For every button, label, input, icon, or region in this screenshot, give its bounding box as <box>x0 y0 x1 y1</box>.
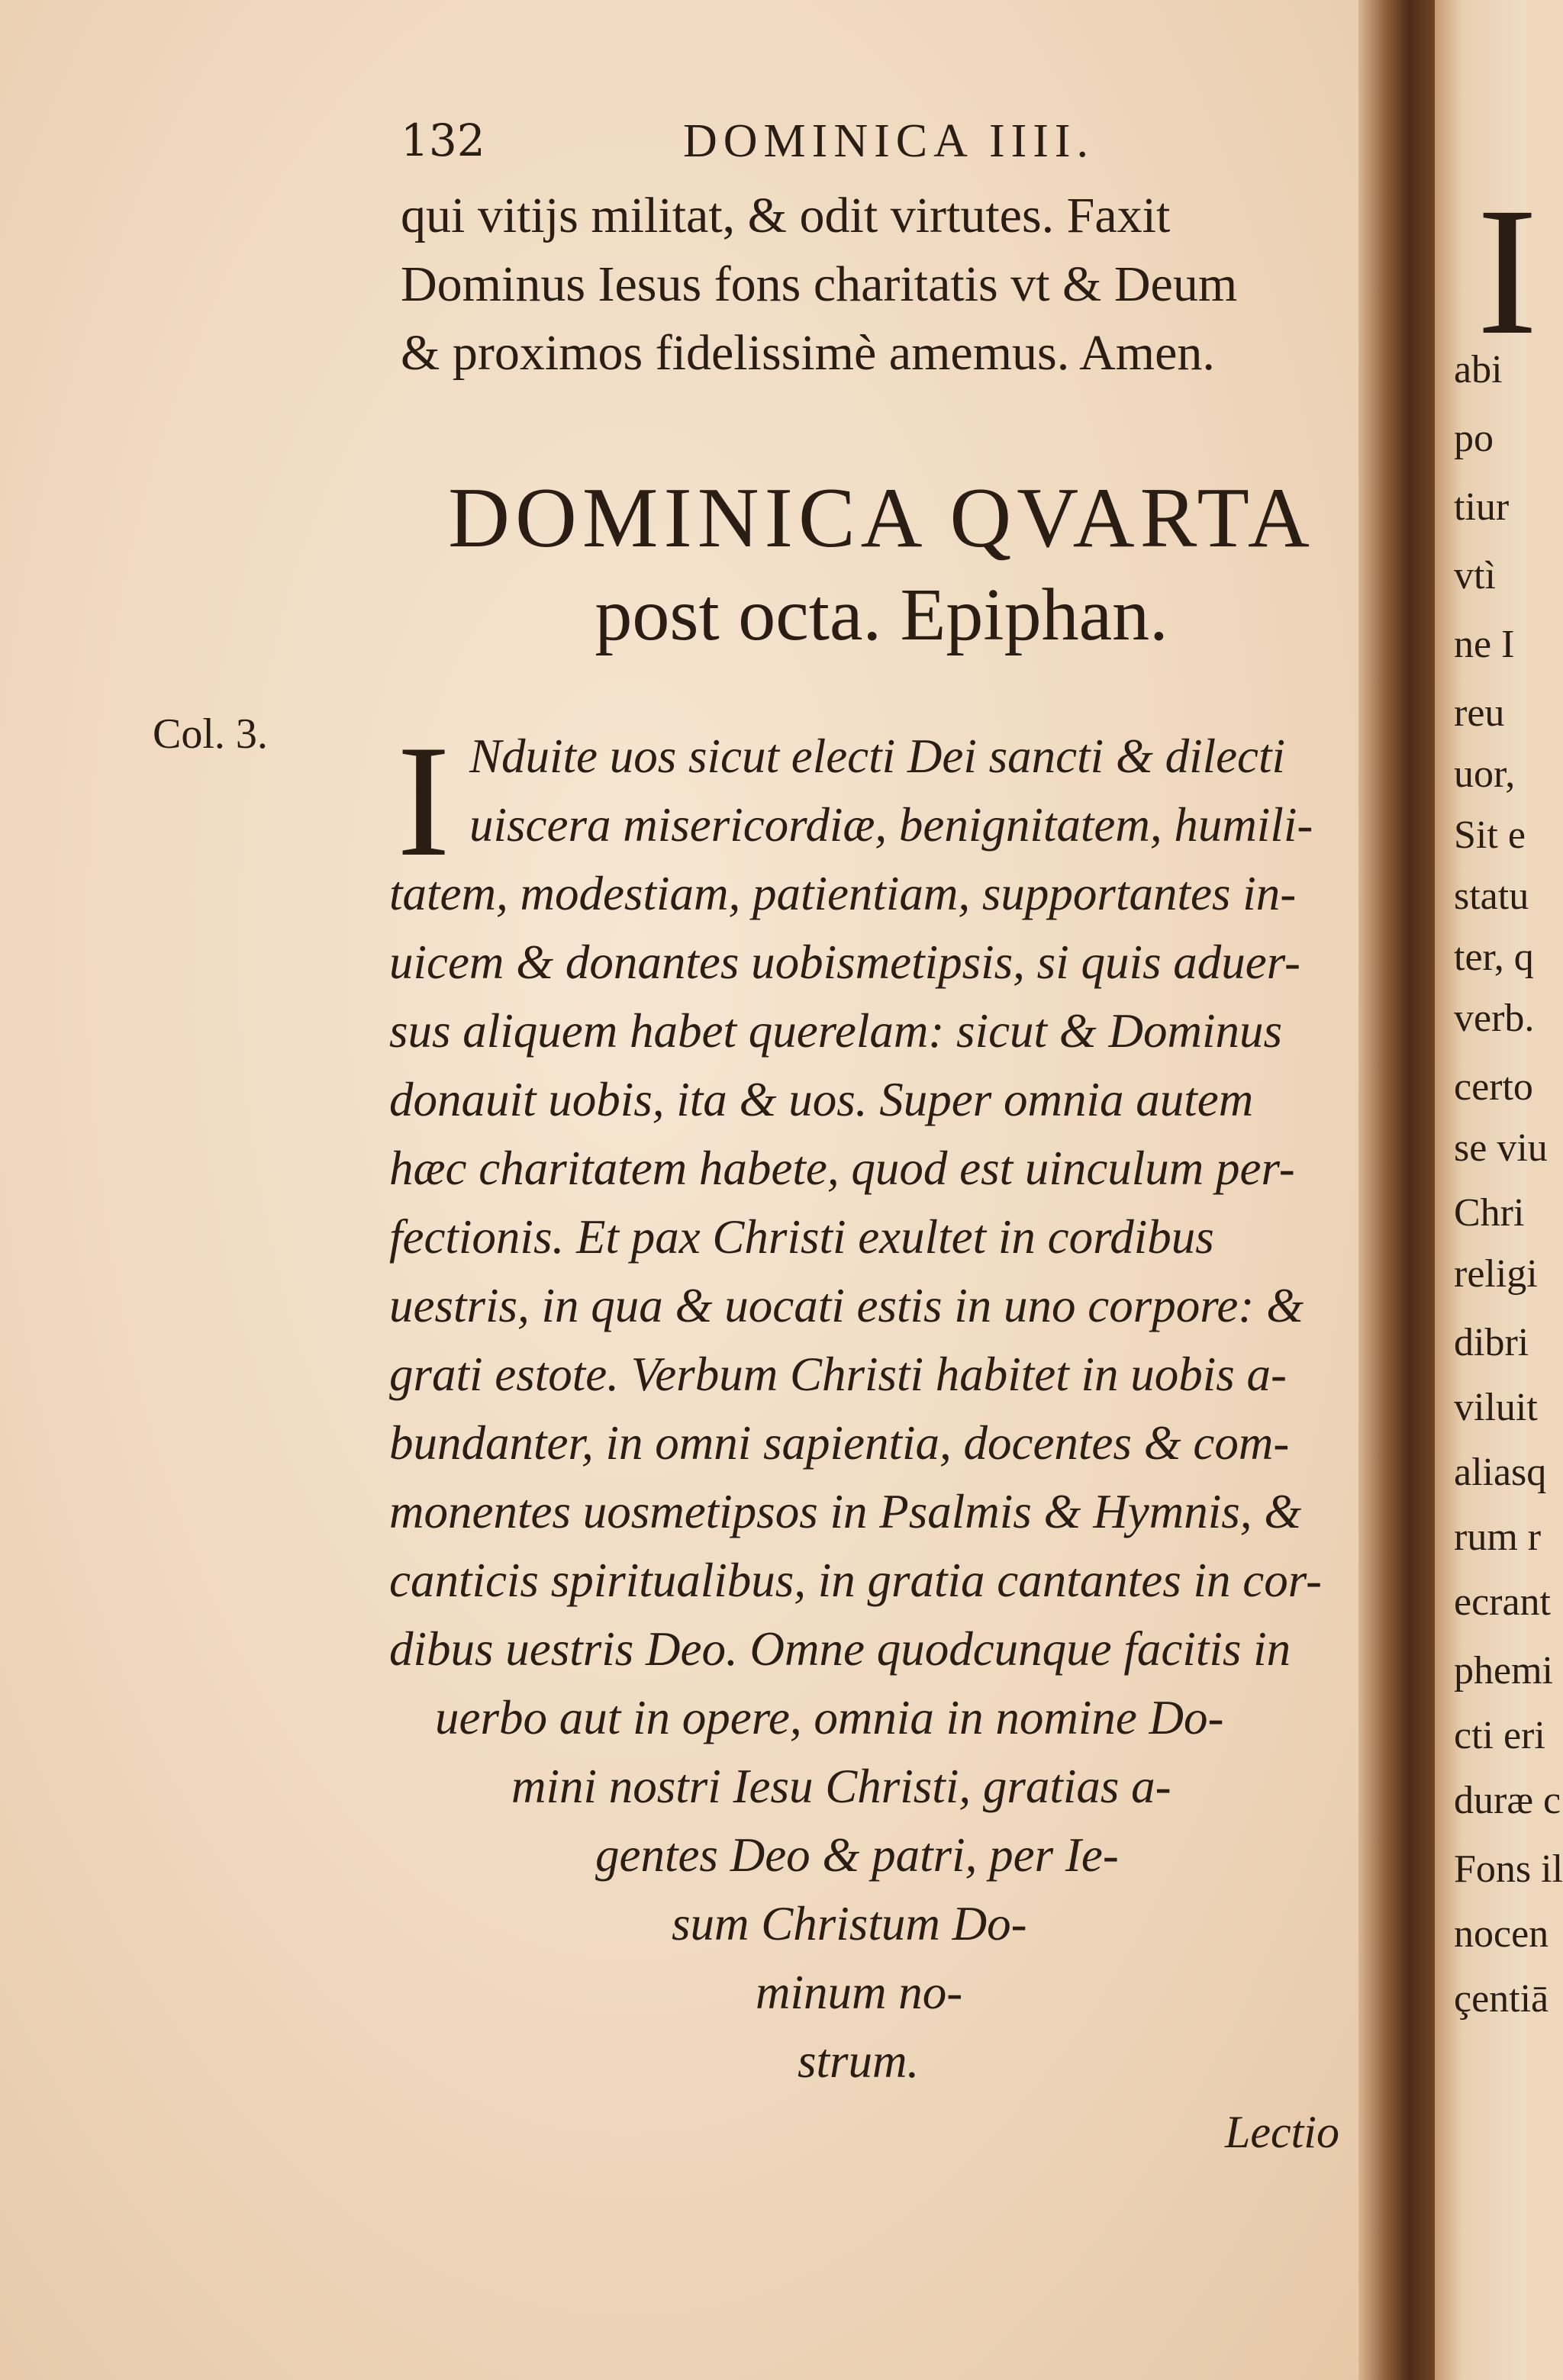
body-line: sus aliquem habet querelam: sicut & Dominus <box>389 1004 1283 1058</box>
body-line: uicem & donantes uobismetipsis, si quis aduer- <box>389 936 1300 989</box>
body-line: bundanter, in omni sapientia, docentes & com- <box>389 1416 1290 1470</box>
intro-line: Dominus Iesus fons charitatis vt & Deum <box>401 256 1238 312</box>
facing-page-fragment: cti eri <box>1454 1714 1545 1757</box>
facing-page-fragment: statu <box>1454 874 1529 918</box>
body-line: fectionis. Et pax Christi exultet in cordibus <box>389 1210 1214 1264</box>
facing-page-fragment: reu <box>1454 691 1505 735</box>
catchword: Lectio <box>1225 2107 1339 2157</box>
facing-page-fragment: çentiā <box>1454 1977 1549 2021</box>
page-header <box>401 114 1255 176</box>
facing-page-fragment: religi <box>1454 1252 1538 1296</box>
facing-page-fragment: nocen <box>1454 1912 1549 1956</box>
body-line: tatem, modestiam, patientiam, supportantes in- <box>389 867 1297 920</box>
body-line: strum. <box>798 2034 920 2088</box>
intro-line: & proximos fidelissimè amemus. Amen. <box>401 325 1215 381</box>
body-line: donauit uobis, ita & uos. Super omnia autem <box>389 1073 1254 1126</box>
facing-page-fragment: duræ c <box>1454 1779 1561 1822</box>
facing-page-fragment: se viu <box>1454 1126 1548 1170</box>
facing-page-fragment: aliasq <box>1454 1451 1547 1494</box>
body-line: minum no- <box>756 1966 963 2019</box>
body-line: canticis spiritualibus, in gratia cantantes in cor- <box>389 1554 1322 1607</box>
facing-page-fragment: verb. <box>1454 997 1535 1040</box>
running-head: DOMINICA IIII. <box>683 115 1095 167</box>
intro-line: qui vitijs militat, & odit virtutes. Faxit <box>401 188 1171 243</box>
facing-page-fragment: Chri <box>1454 1191 1525 1235</box>
facing-page-fragment: vtì <box>1454 554 1496 597</box>
facing-page-fragment: abi <box>1454 348 1503 391</box>
facing-page-fragment: Fons il <box>1454 1847 1563 1891</box>
facing-page-fragment: dibri <box>1454 1321 1529 1364</box>
facing-page-fragment: ter, q <box>1454 936 1534 979</box>
body-line: sum Christum Do- <box>672 1897 1027 1950</box>
body-line: hæc charitatem habete, quod est uinculum per- <box>389 1142 1295 1195</box>
body-line: mini nostri Iesu Christi, gratias a- <box>511 1760 1171 1813</box>
page-number: 132 <box>401 114 485 166</box>
facing-page-fragment: tiur <box>1454 485 1510 529</box>
body-line: gentes Deo & patri, per Ie- <box>595 1828 1119 1882</box>
body-line: grati estote. Verbum Christi habitet in uobis a- <box>389 1348 1287 1401</box>
facing-page-fragment: ecrant <box>1454 1580 1552 1624</box>
book-gutter <box>1358 0 1442 2380</box>
section-title: DOMINICA QVARTA <box>448 471 1315 565</box>
body-line: uerbo aut in opere, omnia in nomine Do- <box>435 1691 1224 1744</box>
facing-page-fragment: rum r <box>1454 1515 1542 1559</box>
facing-page-fragment: uor, <box>1454 752 1516 796</box>
facing-page-fragment: certo <box>1454 1065 1533 1109</box>
section-subtitle: post octa. Epiphan. <box>595 574 1168 656</box>
facing-page-fragment: ne I <box>1454 623 1515 666</box>
facing-page-fragment: Sit e <box>1454 813 1526 857</box>
body-line: monentes uosmetipsos in Psalmis & Hymnis, & <box>389 1485 1302 1538</box>
body-line: Nduite uos sicut electi Dei sancti & dilecti <box>469 729 1286 783</box>
drop-cap: I <box>397 713 450 890</box>
body-line: uiscera misericordiæ, benignitatem, humili- <box>469 798 1313 852</box>
facing-page-fragment: po <box>1454 417 1494 460</box>
facing-page-initial: I <box>1477 169 1538 372</box>
margin-reference: Col. 3. <box>153 710 268 758</box>
body-line: dibus uestris Deo. Omne quodcunque facitis in <box>389 1622 1291 1676</box>
facing-page-fragment: phemi <box>1454 1649 1553 1692</box>
facing-page-fragment: viluit <box>1454 1386 1538 1429</box>
body-line: uestris, in qua & uocati estis in uno corpore: & <box>389 1279 1304 1332</box>
